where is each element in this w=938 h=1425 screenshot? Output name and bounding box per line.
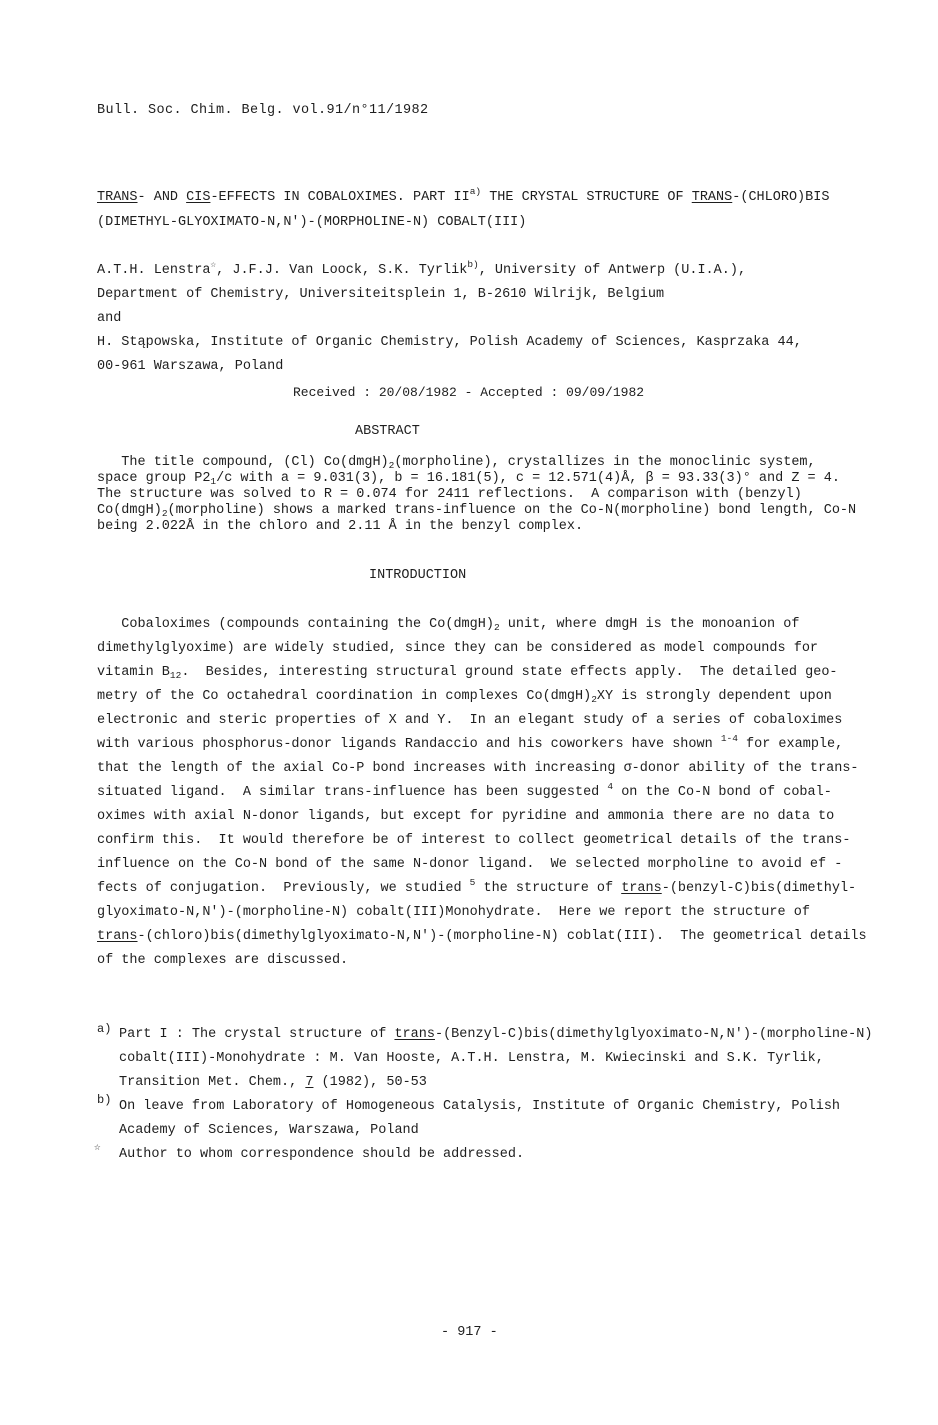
intro-line-9: oximes with axial N-donor ligands, but except for pyridine and ammonia there are no data to — [97, 809, 835, 824]
footnote-star-marker: ☆ — [94, 1142, 101, 1154]
intro-text: the structure of — [475, 881, 622, 896]
intro-text: unit, where dmgH is the monoanion of — [499, 617, 800, 632]
underlined-trans: trans — [394, 1027, 435, 1042]
footnote-a-line-3 — [119, 1075, 427, 1091]
footnote-star-line-1: Author to whom correspondence should be addressed. — [119, 1147, 525, 1162]
intro-line-11: influence on the Co-N bond of the same N-donor ligand. We selected morpholine to avoid ef - — [97, 857, 843, 872]
received-accepted-dates: Received : 20/08/1982 - Accepted : 09/09/1982 — [293, 385, 645, 400]
paper-title-line-2: (DIMETHYL-GLYOXIMATO-N,N')-(MORPHOLINE-N) COBALT(III) — [97, 215, 527, 230]
footnote-text: Part I : The crystal structure of — [119, 1027, 395, 1042]
abstract-text: space group P2 — [97, 471, 211, 486]
title-footnote-marker: a) — [469, 186, 482, 197]
abstract-text: /c with a = 9.031(3), b = 16.181(5), c = 12.571(4)Å, β = 93.33(3)° and Z = 4. — [216, 471, 840, 486]
footnote-text: Transition Met. Chem., — [119, 1075, 306, 1090]
footnote-b-line-2: Academy of Sciences, Warszawa, Poland — [119, 1123, 419, 1138]
underlined-trans: trans — [97, 929, 138, 944]
abstract-line-3: The structure was solved to R = 0.074 for 2411 reflections. A comparison with (benzyl) — [97, 487, 802, 502]
intro-text: Cobaloximes (compounds containing the Co(dmgH) — [97, 617, 494, 632]
title-text: - AND — [137, 190, 187, 205]
intro-text: . Besides, interesting structural ground state effects apply. The detailed geo- — [181, 665, 838, 680]
intro-line-15: of the complexes are discussed. — [97, 953, 349, 968]
footnote-a-line-1 — [119, 1027, 872, 1043]
title-cis: CIS — [186, 190, 211, 205]
title-trans: TRANS — [97, 190, 138, 205]
intro-line-14 — [97, 929, 867, 945]
abstract-text: (morpholine), crystallizes in the monoclinic system, — [394, 455, 816, 470]
abstract-line-4 — [97, 504, 856, 518]
intro-text: -(benzyl-C)bis(dimethyl- — [661, 881, 857, 896]
underlined-trans: trans — [621, 881, 662, 896]
intro-text: situated ligand. A similar trans-influence has been suggested — [97, 785, 608, 800]
intro-text: with various phosphorus-donor ligands Randaccio and his coworkers have shown — [97, 737, 721, 752]
abstract-line-1 — [97, 456, 816, 470]
authors-line-5: 00-961 Warszawa, Poland — [97, 359, 284, 374]
reference-marker: 4 — [607, 781, 614, 792]
intro-line-10: confirm this. It would therefore be of interest to collect geometrical details of the trans- — [97, 833, 851, 848]
intro-text: XY is strongly dependent upon — [596, 689, 832, 704]
intro-line-4 — [97, 689, 832, 705]
reference-marker: 5 — [469, 877, 476, 888]
journal-reference: Bull. Soc. Chim. Belg. vol.91/n°11/1982 — [97, 103, 429, 118]
abstract-text: (morpholine) shows a marked trans-influence on the Co-N(morpholine) bond length, Co-N — [167, 503, 857, 518]
volume-number: 7 — [305, 1075, 314, 1090]
authors-line-3: and — [97, 311, 122, 326]
paper-title-line-1 — [97, 186, 830, 206]
author-footnote-marker: b) — [467, 259, 479, 270]
intro-text: metry of the Co octahedral coordination in complexes Co(dmgH) — [97, 689, 592, 704]
subscript: 2 — [388, 460, 395, 471]
subscript: 2 — [493, 622, 500, 633]
abstract-text: Co(dmgH) — [97, 503, 162, 518]
intro-line-3 — [97, 665, 838, 681]
abstract-line-2 — [97, 472, 840, 486]
intro-line-13: glyoximato-N,N')-(morpholine-N) cobalt(III)Monohydrate. Here we report the structure of — [97, 905, 810, 920]
footnote-text: (1982), 50-53 — [313, 1075, 427, 1090]
intro-line-12 — [97, 877, 857, 897]
subscript: 2 — [591, 694, 597, 705]
subscript: 1 — [210, 476, 217, 487]
footnote-a-marker: a) — [97, 1022, 112, 1036]
intro-line-8 — [97, 781, 832, 801]
intro-line-7: that the length of the axial Co-P bond increases with increasing σ-donor ability of the trans- — [97, 761, 859, 776]
authors-line-2: Department of Chemistry, Universiteitsplein 1, B-2610 Wilrijk, Belgium — [97, 287, 665, 302]
intro-text: vitamin B — [97, 665, 170, 680]
affiliation: , University of Antwerp (U.I.A.), — [478, 263, 747, 278]
abstract-heading: ABSTRACT — [355, 424, 420, 439]
footnote-a-line-2: cobalt(III)-Monohydrate : M. Van Hooste, A.T.H. Lenstra, M. Kwiecinski and S.K. Tyrlik, — [119, 1051, 824, 1066]
abstract-text: The title compound, (Cl) Co(dmgH) — [97, 455, 389, 470]
title-text: -(CHLORO)BIS — [732, 190, 830, 205]
footnote-text: -(Benzyl-C)bis(dimethylglyoximato-N,N')-(morpholine-N) — [434, 1027, 873, 1042]
intro-line-1 — [97, 617, 799, 633]
title-text: THE CRYSTAL STRUCTURE OF — [481, 190, 692, 205]
intro-text: -(chloro)bis(dimethylglyoximato-N,N')-(morpholine-N) coblat(III). The geometrical details — [137, 929, 867, 944]
author-names: , J.F.J. Van Loock, S.K. Tyrlik — [216, 263, 468, 278]
corresponding-author-marker: ☆ — [210, 259, 217, 270]
intro-line-5: electronic and steric properties of X and Y. In an elegant study of a series of cobaloximes — [97, 713, 843, 728]
author-name: A.T.H. Lenstra — [97, 263, 211, 278]
subscript: 12 — [169, 670, 182, 681]
authors-line-4: H. Stąpowska, Institute of Organic Chemistry, Polish Academy of Sciences, Kasprzaka 44, — [97, 335, 802, 350]
intro-text: fects of conjugation. Previously, we studied — [97, 881, 470, 896]
reference-marker: 1-4 — [720, 733, 738, 744]
title-trans-2: TRANS — [691, 190, 733, 205]
footnote-b-marker: b) — [97, 1093, 112, 1107]
subscript: 2 — [161, 508, 168, 519]
authors-line-1 — [97, 259, 747, 279]
footnote-b-line-1: On leave from Laboratory of Homogeneous Catalysis, Institute of Organic Chemistry, Polish — [119, 1099, 841, 1114]
title-text: -EFFECTS IN COBALOXIMES. PART II — [210, 190, 470, 205]
intro-line-2: dimethylglyoxime) are widely studied, since they can be considered as model compounds for — [97, 641, 819, 656]
intro-line-6 — [97, 733, 844, 753]
intro-text: on the Co-N bond of cobal- — [613, 785, 832, 800]
abstract-line-5: being 2.022Å in the chloro and 2.11 Å in the benzyl complex. — [97, 519, 584, 534]
page-number: - 917 - — [441, 1325, 498, 1340]
introduction-heading: INTRODUCTION — [369, 568, 467, 583]
intro-text: for example, — [737, 737, 844, 752]
